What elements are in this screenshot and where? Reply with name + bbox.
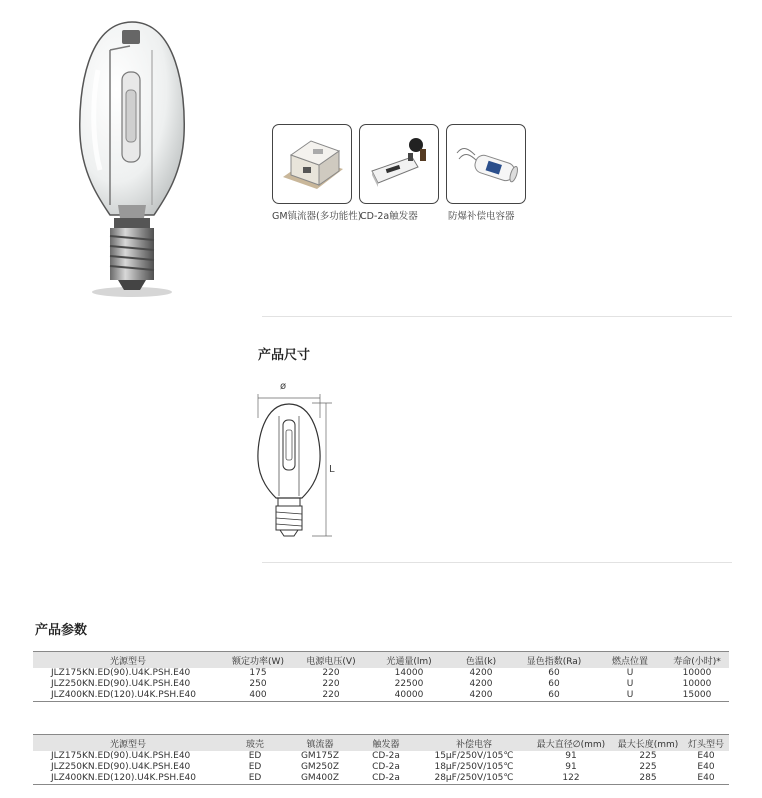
column-header: 燃点位置: [595, 652, 665, 669]
dimensions-title: 产品尺寸: [258, 348, 311, 363]
table-cell: 4200: [449, 690, 513, 702]
table-cell: JLZ175KN.ED(90).U4K.PSH.E40: [51, 751, 191, 761]
column-header: 镇流器: [287, 735, 353, 752]
column-header: 光源型号: [33, 652, 223, 669]
divider-top: [262, 316, 732, 317]
table-cell: 22500: [394, 679, 424, 689]
lamp-photo: [70, 10, 195, 300]
table-cell: 91: [565, 751, 577, 761]
table-cell: 175: [249, 668, 267, 678]
table-cell: 4200: [469, 679, 493, 689]
table-cell: E40: [683, 773, 729, 785]
table-cell: 285: [613, 773, 683, 785]
table-row: [33, 668, 729, 679]
accessory-card-igniter: [359, 124, 439, 204]
table-cell: U: [626, 679, 634, 689]
column-header: 触发器: [353, 735, 419, 752]
column-header: 光通量(lm): [369, 652, 449, 669]
accessory-label-ballast: GM镇流器(多功能性): [272, 211, 362, 222]
table-cell: 18μF/250V/105℃: [434, 762, 514, 772]
table-cell: CD-2a: [372, 762, 400, 772]
table-cell: 14000: [394, 668, 424, 678]
column-header: 最大直径∅(mm): [529, 735, 613, 752]
column-header: 补偿电容: [419, 735, 529, 752]
table-cell: 4200: [469, 668, 493, 678]
table-cell: 40000: [369, 690, 449, 702]
table-cell: 15000: [665, 690, 729, 702]
table-cell: 122: [529, 773, 613, 785]
accessory-label-capacitor: 防爆补偿电容器: [448, 211, 515, 222]
table-cell: E40: [697, 751, 715, 761]
table-cell: ED: [248, 762, 262, 772]
table-cell: 15μF/250V/105℃: [434, 751, 514, 761]
column-header: 色温(k): [449, 652, 513, 669]
table-cell: 225: [639, 762, 657, 772]
table-cell: U: [626, 668, 634, 678]
table-cell: JLZ250KN.ED(90).U4K.PSH.E40: [51, 679, 191, 689]
ballast-icon: [273, 125, 351, 203]
spec-table-performance: [33, 651, 729, 702]
table-cell: JLZ400KN.ED(120).U4K.PSH.E40: [33, 690, 223, 702]
table-row: [33, 773, 729, 785]
table-cell: 10000: [682, 668, 712, 678]
table-cell: E40: [697, 762, 715, 772]
table-cell: 220: [322, 679, 340, 689]
accessory-label-igniter: CD-2a触发器: [360, 211, 418, 222]
accessory-card-ballast: [272, 124, 352, 204]
table-cell: U: [595, 690, 665, 702]
table-row: [33, 679, 729, 690]
column-header: 额定功率(W): [223, 652, 293, 669]
table-row: [33, 751, 729, 762]
table-cell: 60: [513, 690, 595, 702]
divider-bottom: [262, 562, 732, 563]
column-header: 灯头型号: [683, 735, 729, 752]
column-header: 玻壳: [223, 735, 287, 752]
accessory-card-capacitor: [446, 124, 526, 204]
column-header: 电源电压(V): [293, 652, 369, 669]
table-cell: 220: [293, 690, 369, 702]
table-cell: GM175Z: [300, 751, 340, 761]
column-header: 寿命(小时)*: [665, 652, 729, 669]
table-cell: CD-2a: [353, 773, 419, 785]
table-cell: JLZ175KN.ED(90).U4K.PSH.E40: [51, 668, 191, 678]
table-cell: GM250Z: [300, 762, 340, 772]
table-header-row: [33, 735, 729, 752]
table-cell: 91: [565, 762, 577, 772]
table-cell: CD-2a: [372, 751, 400, 761]
table-cell: JLZ250KN.ED(90).U4K.PSH.E40: [51, 762, 191, 772]
table-header-row: [33, 652, 729, 669]
table-cell: 28μF/250V/105℃: [419, 773, 529, 785]
params-title: 产品参数: [35, 623, 88, 638]
dimension-drawing: [250, 378, 340, 543]
table-cell: JLZ400KN.ED(120).U4K.PSH.E40: [33, 773, 223, 785]
table-cell: 220: [322, 668, 340, 678]
igniter-icon: [360, 125, 438, 203]
capacitor-icon: [447, 125, 525, 203]
table-cell: ED: [223, 773, 287, 785]
column-header: 光源型号: [33, 735, 223, 752]
column-header: 显色指数(Ra): [513, 652, 595, 669]
diameter-label: ø: [280, 381, 287, 392]
table-row: [33, 690, 729, 702]
table-cell: 225: [639, 751, 657, 761]
length-label: L: [329, 464, 335, 475]
table-cell: 60: [548, 679, 560, 689]
table-cell: 10000: [682, 679, 712, 689]
table-cell: 60: [548, 668, 560, 678]
spec-table-components: [33, 734, 729, 785]
table-cell: 250: [249, 679, 267, 689]
table-cell: GM400Z: [287, 773, 353, 785]
column-header: 最大长度(mm): [613, 735, 683, 752]
table-cell: ED: [248, 751, 262, 761]
table-cell: 400: [223, 690, 293, 702]
table-row: [33, 762, 729, 773]
